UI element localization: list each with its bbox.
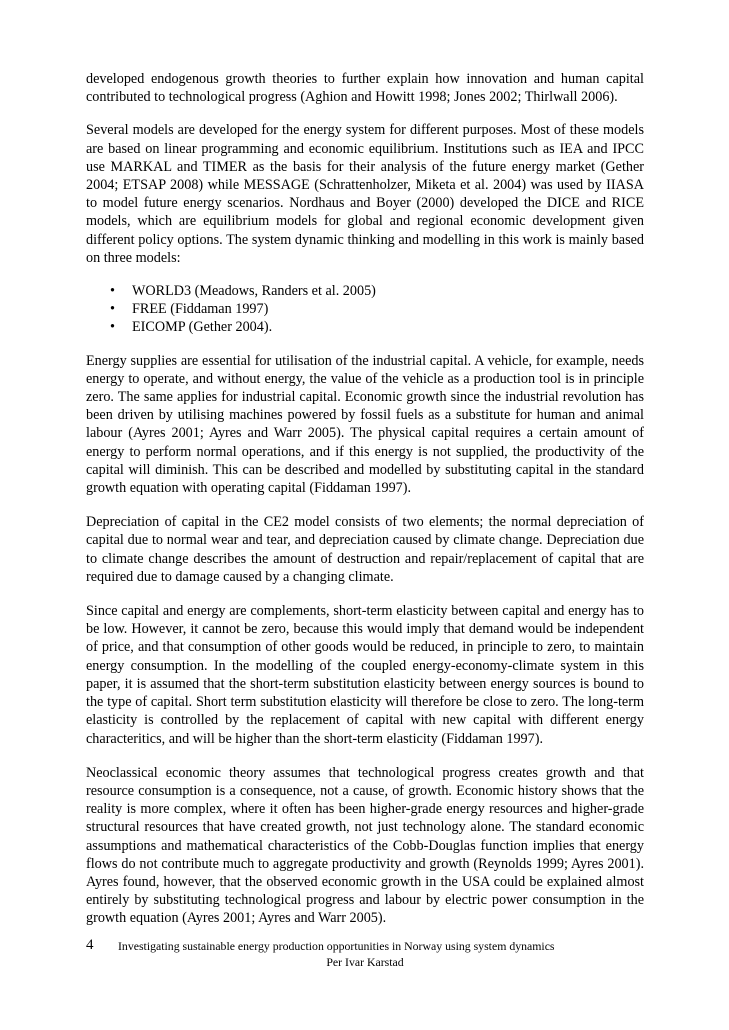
list-item [86,282,644,300]
bullet-icon: • [110,301,115,318]
footer-title: Investigating sustainable energy production opportunities in Norway using system dynamics [118,939,555,953]
bullet-icon: • [110,283,115,300]
footer-author: Per Ivar Karstad [326,955,404,969]
list-item-text: FREE (Fiddaman 1997) [132,301,269,318]
bullet-icon: • [110,319,115,336]
paragraph-3: Energy supplies are essential for utilisation of the industrial capital. A vehicle, for example, needs energy to operate, and without energy, the value of the vehicle as a production tool is in principle zero. The same applies for industrial capital. Economic growth since the industrial revolution has been driven by utilising machines powered by fossil fuels as a substitute for human and animal labour (Ayres 2001; Ayres and Warr 2005). The physical capital requires a certain amount of energy to perform normal operations, and if this energy is not supplied, the productivity of the capital will diminish. This can be described and modelled by substituting capital in the standard growth equation with operating capital (Fiddaman 1997). [86,352,644,497]
paragraph-5: Since capital and energy are complements, short-term elasticity between capital and energy has to be low. However, it cannot be zero, because this would imply that demand would be independent of price, and that consumption of other goods would be reduced, in principle to zero, to maintain energy consumption. In the modelling of the coupled energy-economy-climate system in this paper, it is assumed that the short-term substitution elasticity between energy sources is bound to the type of capital. Short term substitution elasticity will therefore be close to zero. The long-term elasticity is controlled by the replacement of capital with new capital with different energy characteritics, and will be higher than the short-term elasticity (Fiddaman 1997). [86,603,644,747]
page-number: 4 [86,937,94,953]
list-item-text: WORLD3 (Meadows, Randers et al. 2005) [132,283,376,300]
list-item [86,300,644,318]
paragraph-2: Several models are developed for the energy system for different purposes. Most of these models are based on linear programming and economic equilibrium. Institutions such as IEA and IPCC use MARKAL and TIMER as the basis for their analysis of the future energy market (Gether 2004; ETSAP 2008) while MESSAGE (Schrattenholzer, Miketa et al. 2004) was used by IIASA to model future energy scenarios. Nordhaus and Boyer (2000) developed the DICE and RICE models, which are equilibrium models for global and regional economic development given different policy options. The system dynamic thinking and modelling in this work is mainly based on three models: [86,122,644,266]
paragraph-1: developed endogenous growth theories to further explain how innovation and human capital contributed to technological progress (Aghion and Howitt 1998; Jones 2002; Thirlwall 2006). [86,71,644,106]
page-body [86,70,644,944]
list-item [86,318,644,336]
list-item-text: EICOMP (Gether 2004). [132,319,273,336]
paragraph-6: Neoclassical economic theory assumes that technological progress creates growth and that resource consumption is a consequence, not a cause, of growth. Economic history shows that the reality is more complex, where it often has been higher-grade energy resources and higher-grade structural resources that have created growth, not just technology alone. The standard economic assumptions and mathematical characteristics of the Cobb-Douglas function implies that energy flows do not contribute much to aggregate productivity and growth (Reynolds 1999; Ayres 2001). Ayres found, however, that the observed economic growth in the USA could be explained almost entirely by substituting technological progress and labour by electric power consumption in the growth equation (Ayres 2001; Ayres and Warr 2005). [86,764,644,927]
model-list [86,282,644,337]
paragraph-4: Depreciation of capital in the CE2 model consists of two elements; the normal depreciation of capital due to normal wear and tear, and depreciation caused by climate change. Depreciation due to climate change describes the amount of destruction and repair/replacement of capital that are required due to damage caused by a changing climate. [86,514,644,585]
